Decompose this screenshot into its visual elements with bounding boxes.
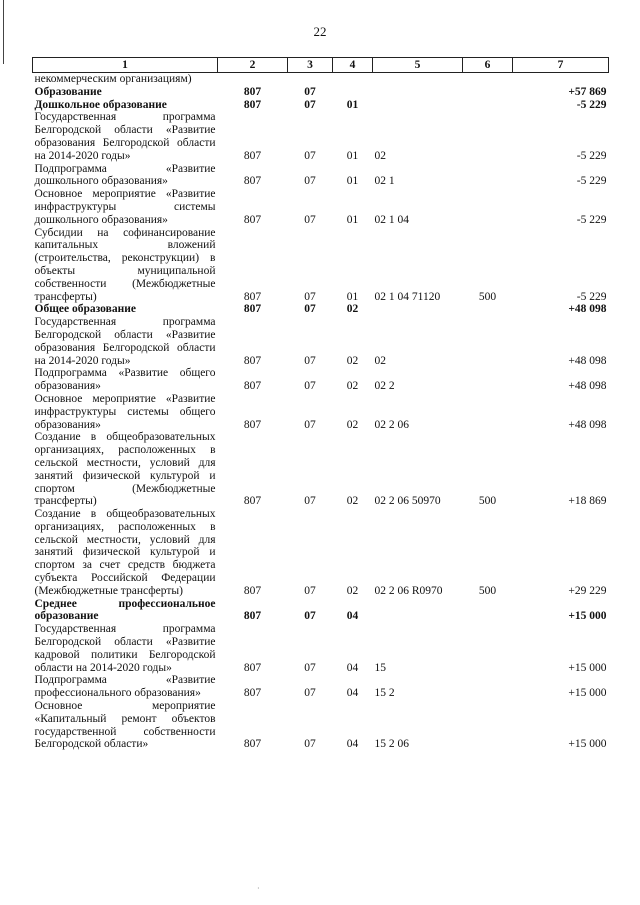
row-col6-cell <box>463 316 513 367</box>
table-row <box>33 73 609 86</box>
row-name-cell: некоммерческим организациям) <box>34 73 192 85</box>
row-col3-cell: 07 <box>304 175 316 188</box>
table-row <box>33 623 609 674</box>
row-col6-cell <box>463 674 513 700</box>
table-row <box>33 163 609 189</box>
page-number: 22 <box>313 24 327 39</box>
table-row <box>33 393 609 431</box>
row-col6-cell: 500 <box>478 290 497 303</box>
row-col7-cell: +48 098 <box>568 303 607 316</box>
row-col6-cell: 500 <box>478 495 497 508</box>
row-col7-cell: -5 229 <box>576 98 607 111</box>
row-col5-cell: 02 2 06 50970 <box>374 495 441 508</box>
table-row <box>33 303 609 316</box>
column-header: 7 <box>513 58 609 73</box>
row-col6-cell <box>463 623 513 674</box>
row-name-cell: Государственная программа Белгородской области «Развитие кадровой политики Белгородской области на 2014-2020 годы» <box>34 623 216 674</box>
row-col3-cell: 07 <box>304 380 316 393</box>
column-header: 6 <box>463 58 513 73</box>
row-col4-cell: 04 <box>346 610 359 623</box>
row-name-cell: Подпрограмма «Развитие дошкольного образования» <box>34 162 216 188</box>
row-col4-cell <box>333 86 373 99</box>
row-col6-cell <box>463 188 513 226</box>
row-col7-cell: -5 229 <box>576 175 607 188</box>
row-col3-cell: 07 <box>304 303 316 316</box>
row-col4-cell: 02 <box>346 495 359 508</box>
row-col6-cell <box>463 367 513 393</box>
row-col2-cell: 807 <box>243 149 262 162</box>
row-name-cell: Среднее профессиональное образование <box>34 597 216 623</box>
row-col5-cell: 15 <box>374 661 386 674</box>
budget-table <box>32 57 609 751</box>
table-row <box>33 508 609 598</box>
row-col2-cell: 807 <box>243 687 262 700</box>
column-header: 4 <box>333 58 373 73</box>
row-col4-cell: 01 <box>346 149 359 162</box>
table-row <box>33 188 609 226</box>
row-col5-cell: 02 1 <box>374 175 395 188</box>
row-col7-cell: +48 098 <box>568 354 607 367</box>
row-col6-cell <box>463 303 513 316</box>
row-name-cell: Основное мероприятие «Развитие инфраструктуры системы дошкольного образования» <box>34 188 216 226</box>
row-col3-cell: 07 <box>304 290 316 303</box>
row-name-cell: Общее образование <box>34 303 136 316</box>
row-col7-cell: +15 000 <box>568 738 607 751</box>
row-col5-cell: 02 2 06 <box>374 418 409 431</box>
row-col3-cell: 07 <box>304 661 316 674</box>
row-col2-cell <box>218 73 288 86</box>
row-name-cell: Основное мероприятие «Развитие инфраструктуры системы общего образования» <box>34 392 216 431</box>
row-col7-cell: -5 229 <box>576 149 607 162</box>
row-name-cell: Государственная программа Белгородской области «Развитие образования Белгородской области на 2014-2020 годы» <box>34 316 216 367</box>
row-col3-cell <box>288 73 333 86</box>
row-col7-cell: +29 229 <box>568 584 607 597</box>
row-name-cell: Подпрограмма «Развитие профессионального образования» <box>34 674 216 700</box>
row-col2-cell: 807 <box>243 418 262 431</box>
row-col3-cell: 07 <box>304 149 316 162</box>
row-col4-cell: 04 <box>346 687 359 700</box>
row-col3-cell: 07 <box>304 213 316 226</box>
table-header-row <box>33 58 609 73</box>
row-col5-cell: 15 2 06 <box>374 738 409 751</box>
row-col4-cell: 01 <box>346 213 359 226</box>
row-col2-cell: 807 <box>243 738 262 751</box>
scan-mark: · <box>257 884 260 893</box>
row-col2-cell: 807 <box>243 213 262 226</box>
row-name-cell: Создание в общеобразовательных организациях, расположенных в сельской местности, условий для занятий физической культурой и спортом за счет средств бюджета субъекта Российской Федерации (Межбюджетные трансферты) <box>34 508 216 597</box>
row-name-cell: Субсидии на софинансирование капитальных вложений (строительства, реконструкции) в объекты муниципальной собственности (Межбюджетные трансферты) <box>34 226 216 303</box>
row-col7-cell: +57 869 <box>568 85 607 98</box>
row-col3-cell: 07 <box>304 98 316 111</box>
row-col6-cell <box>463 111 513 162</box>
row-col6-cell <box>463 598 513 624</box>
row-col6-cell: 500 <box>478 584 497 597</box>
row-col5-cell <box>373 73 463 86</box>
row-col3-cell: 07 <box>304 85 316 98</box>
column-header: 5 <box>373 58 463 73</box>
table-row <box>33 99 609 112</box>
row-col2-cell: 807 <box>243 584 262 597</box>
row-col5-cell <box>373 303 463 316</box>
row-name-cell: Дошкольное образование <box>34 98 167 111</box>
row-name-cell: Образование <box>34 85 102 98</box>
row-col2-cell: 807 <box>243 290 262 303</box>
row-col4-cell: 04 <box>346 738 359 751</box>
row-col5-cell <box>373 598 463 624</box>
row-col7-cell: +48 098 <box>568 418 607 431</box>
row-col2-cell: 807 <box>243 380 262 393</box>
row-col3-cell: 07 <box>304 687 316 700</box>
row-col4-cell: 02 <box>346 303 359 316</box>
row-col5-cell: 02 2 <box>374 380 395 393</box>
row-col4-cell: 02 <box>346 418 359 431</box>
table-row <box>33 431 609 508</box>
column-header: 1 <box>33 58 218 73</box>
row-col3-cell: 07 <box>304 738 316 751</box>
row-col2-cell: 807 <box>243 661 262 674</box>
row-col5-cell: 02 1 04 <box>374 213 409 226</box>
table-row <box>33 316 609 367</box>
row-col5-cell: 02 1 04 71120 <box>374 290 441 303</box>
table-row <box>33 227 609 304</box>
row-col4-cell: 01 <box>346 175 359 188</box>
row-col2-cell: 807 <box>243 303 262 316</box>
table-row <box>33 700 609 751</box>
table-row <box>33 367 609 393</box>
row-name-cell: Государственная программа Белгородской области «Развитие образования Белгородской области на 2014-2020 годы» <box>34 111 216 162</box>
row-col5-cell: 15 2 <box>374 687 395 700</box>
row-col2-cell: 807 <box>243 495 262 508</box>
row-col3-cell: 07 <box>304 495 316 508</box>
row-col2-cell: 807 <box>243 354 262 367</box>
row-col5-cell: 02 2 06 R0970 <box>374 584 443 597</box>
row-col3-cell: 07 <box>304 418 316 431</box>
row-col5-cell <box>373 99 463 112</box>
row-col5-cell: 02 <box>374 149 386 162</box>
row-col7-cell: +15 000 <box>568 687 607 700</box>
row-col7-cell: -5 229 <box>576 213 607 226</box>
row-col7-cell: +15 000 <box>568 661 607 674</box>
row-col7-cell: +15 000 <box>568 610 607 623</box>
row-col4-cell: 01 <box>346 290 359 303</box>
row-col2-cell: 807 <box>243 98 262 111</box>
row-col3-cell: 07 <box>304 610 316 623</box>
row-col3-cell: 07 <box>304 354 316 367</box>
table-row <box>33 674 609 700</box>
row-col6-cell <box>463 163 513 189</box>
row-col6-cell <box>463 700 513 751</box>
row-col6-cell <box>463 73 513 86</box>
row-name-cell: Подпрограмма «Развитие общего образования» <box>34 367 216 393</box>
row-col6-cell <box>463 99 513 112</box>
row-name-cell: Создание в общеобразовательных организациях, расположенных в сельской местности, условий для занятий физической культурой и спортом (Межбюджетные трансферты) <box>34 431 216 508</box>
table-body <box>33 73 609 752</box>
row-col5-cell: 02 <box>374 354 386 367</box>
column-header: 3 <box>288 58 333 73</box>
row-col7-cell: -5 229 <box>576 290 607 303</box>
row-col2-cell: 807 <box>243 610 262 623</box>
row-col4-cell: 02 <box>346 584 359 597</box>
row-col4-cell <box>333 73 373 86</box>
row-col4-cell: 02 <box>346 380 359 393</box>
row-col7-cell: +48 098 <box>568 380 607 393</box>
row-col7-cell <box>513 73 609 86</box>
table-row <box>33 111 609 162</box>
row-col4-cell: 01 <box>346 98 359 111</box>
row-name-cell: Основное мероприятие «Капитальный ремонт объектов государственной собственности Белгородской области» <box>34 700 216 751</box>
row-col6-cell <box>463 86 513 99</box>
row-col4-cell: 02 <box>346 354 359 367</box>
row-col7-cell: +18 869 <box>568 495 607 508</box>
row-col6-cell <box>463 393 513 431</box>
row-col2-cell: 807 <box>243 85 262 98</box>
row-col5-cell <box>373 86 463 99</box>
row-col3-cell: 07 <box>304 584 316 597</box>
table-row <box>33 598 609 624</box>
row-col4-cell: 04 <box>346 661 359 674</box>
table-row <box>33 86 609 99</box>
row-col2-cell: 807 <box>243 175 262 188</box>
column-header: 2 <box>218 58 288 73</box>
